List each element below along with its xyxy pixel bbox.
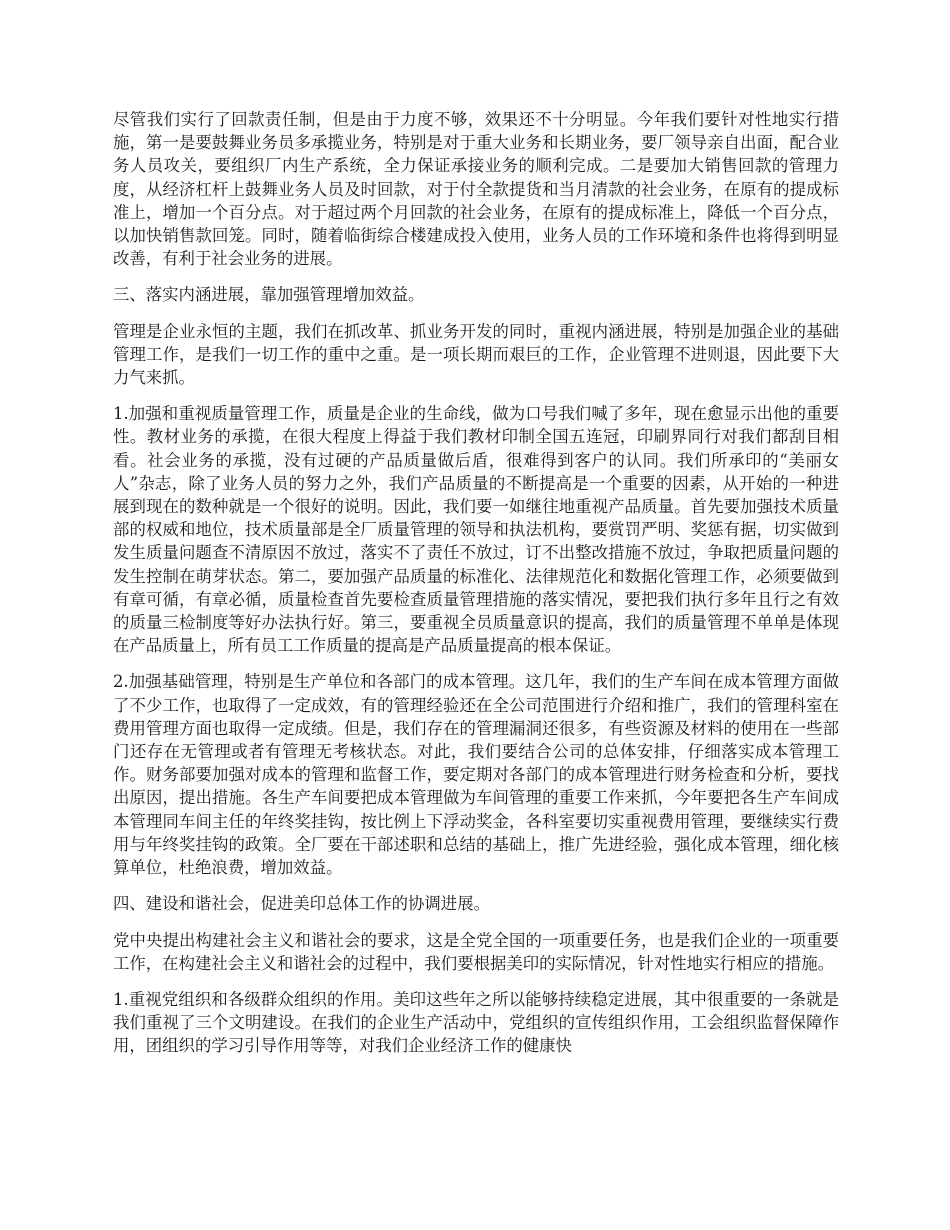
body-paragraph: 管理是企业永恒的主题，我们在抓改革、抓业务开发的同时，重视内涵进展，特别是加强企业的基础管理工作，是我们一切工作的重中之重。是一项长期而艰巨的工作，企业管理不进则退，因此要下大力气来抓。 [113,321,839,388]
body-paragraph: 尽管我们实行了回款责任制，但是由于力度不够，效果还不十分明显。今年我们要针对性地实行措施，第一是要鼓舞业务员多承揽业务，特别是对于重大业务和长期业务，要厂领导亲自出面，配合业务人员攻关，要组织厂内生产系统，全力保证承接业务的顺利完成。二是要加大销售回款的管理力度，从经济杠杆上鼓舞业务人员及时回款，对于付全款提货和当月清款的社会业务，在原有的提成标准上，增加一个百分点。对于超过两个月回款的社会业务，在原有的提成标准上，降低一个百分点，以加快销售款回笼。同时，随着临街综合楼建成投入使用，业务人员的工作环境和条件也将得到明显改善，有利于社会业务的进展。 [113,110,839,269]
body-paragraph: 2.加强基础管理，特别是生产单位和各部门的成本管理。这几年，我们的生产车间在成本管理方面做了不少工作，也取得了一定成效，有的管理经验还在全公司范围进行介绍和推广，我们的管理科室在费用管理方面也取得一定成绩。但是，我们存在的管理漏洞还很多，有些资源及材料的使用在一些部门还存在无管理或者有管理无考核状态。对此，我们要结合公司的总体安排，仔细落实成本管理工作。财务部要加强对成本的管理和监督工作，要定期对各部门的成本管理进行财务检查和分析，要找出原因，提出措施。各生产车间要把成本管理做为车间管理的重要工作来抓，今年要把各生产车间成本管理同车间主任的年终奖挂钩，按比例上下浮动奖金，各科室要切实重视费用管理，要继续实行费用与年终奖挂钩的政策。全厂要在干部述职和总结的基础上，推广先进经验，强化成本管理，细化核算单位，杜绝浪费，增加效益。 [113,672,839,878]
body-paragraph: 党中央提出构建社会主义和谐社会的要求，这是全党全国的一项重要任务，也是我们企业的一项重要工作，在构建社会主义和谐社会的过程中，我们要根据美印的实际情况，针对性地实行相应的措施。 [113,930,839,973]
section-heading: 三、落实内涵进展，靠加强管理增加效益。 [113,285,425,305]
body-paragraph: 1.重视党组织和各级群众组织的作用。美印这些年之所以能够持续稳定进展，其中很重要的一条就是我们重视了三个文明建设。在我们的企业生产活动中，党组织的宣传组织作用，工会组织监督保障作用，团组织的学习引导作用等等，对我们企业经济工作的健康快 [113,989,839,1056]
document-body [113,108,839,1071]
section-heading: 四、建设和谐社会，促进美印总体工作的协调进展。 [113,894,490,914]
body-paragraph: 1.加强和重视质量管理工作，质量是企业的生命线，做为口号我们喊了多年，现在愈显示出他的重要性。教材业务的承揽，在很大程度上得益于我们教材印制全国五连冠，印刷界同行对我们都刮目相看。社会业务的承揽，没有过硬的产品质量做后盾，很难得到客户的认同。我们所承印的“美丽女人”杂志，除了业务人员的努力之外，我们产品质量的不断提高是一个重要的因素，从开始的一种进展到现在的数种就是一个很好的说明。因此，我们要一如继往地重视产品质量。首先要加强技术质量部的权威和地位，技术质量部是全厂质量管理的领导和执法机构，要赏罚严明、奖惩有据，切实做到发生质量问题查不清原因不放过，落实不了责任不放过，订不出整改措施不放过，争取把质量问题的发生控制在萌芽状态。第二，要加强产品质量的标准化、法律规范化和数据化管理工作，必须要做到有章可循，有章必循，质量检查首先要检查质量管理措施的落实情况，要把我们执行多年且行之有效的质量三检制度等好办法执行好。第三，要重视全员质量意识的提高，我们的质量管理不单单是体现在产品质量上，所有员工工作质量的提高是产品质量提高的根本保证。 [113,404,839,656]
